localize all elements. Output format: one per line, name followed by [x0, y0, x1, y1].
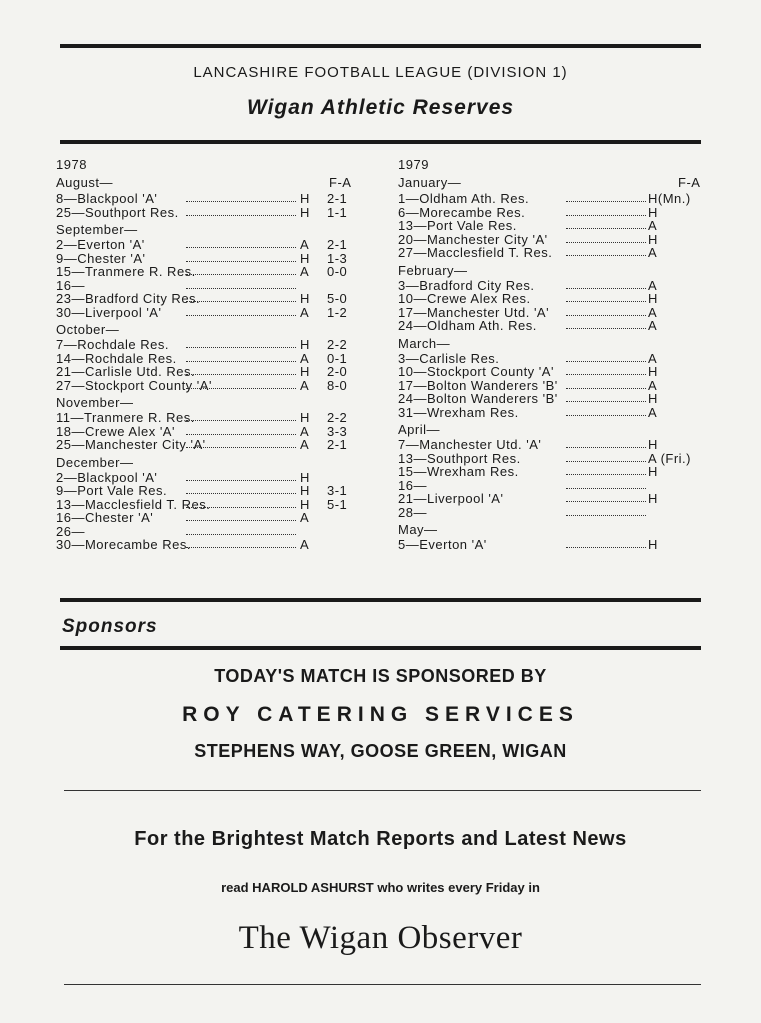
fixture-venue: A: [300, 437, 310, 452]
fixture-description: 30—Liverpool 'A': [56, 304, 162, 320]
fixture-description: 27—Stockport County 'A': [56, 377, 212, 393]
fixture-row: [398, 206, 703, 220]
fixture-row: [398, 219, 703, 233]
fixture-score: 8-0: [327, 377, 348, 393]
dot-leader: [566, 228, 646, 229]
fixture-row: [398, 352, 703, 366]
month-name: May—: [398, 522, 438, 537]
dot-leader: [186, 434, 296, 435]
fixture-row: [398, 246, 703, 260]
sponsors-heading: Sponsors: [62, 616, 158, 637]
fixture-venue: H: [300, 483, 310, 498]
advert-byline: read HAROLD ASHURST who writes every Friday in: [221, 880, 540, 895]
fixture-venue: H(Mn.): [648, 191, 691, 206]
fixture-description: 24—Bolton Wanderers 'B': [398, 391, 558, 406]
fixtures-1978-column: [56, 155, 366, 552]
fa-column-heading: F-A: [329, 175, 352, 190]
dot-leader: [566, 361, 646, 362]
sponsor-name: ROY CATERING SERVICES: [182, 703, 579, 726]
fixture-venue: H: [300, 291, 310, 306]
fixture-row: [56, 265, 366, 279]
month-heading: [56, 322, 366, 338]
fixture-description: 21—Liverpool 'A': [398, 491, 504, 506]
fixture-row: [398, 392, 703, 406]
dot-leader: [186, 447, 296, 448]
month-name: January—: [398, 175, 462, 190]
fixture-venue: H: [648, 537, 658, 552]
fixture-venue: A: [648, 218, 658, 233]
fixture-description: 2—Blackpool 'A': [56, 469, 158, 485]
fixtures-1979-column: [398, 155, 703, 552]
fixture-row: [398, 319, 703, 333]
fixture-venue: H: [300, 410, 310, 425]
dot-leader: [566, 388, 646, 389]
dot-leader: [186, 301, 296, 302]
dot-leader: [566, 328, 646, 329]
dot-leader: [186, 288, 296, 289]
fixture-description: 26—: [56, 523, 85, 539]
top-rule: [60, 44, 701, 48]
fixture-description: 14—Rochdale Res.: [56, 350, 177, 366]
advert-headline: For the Brightest Match Reports and Latest News: [134, 828, 627, 850]
fixture-row: [56, 252, 366, 266]
fixture-venue: H: [648, 231, 658, 247]
fixture-row: [398, 233, 703, 247]
header-rule: [60, 140, 701, 144]
dot-leader: [566, 201, 646, 202]
dot-leader: [566, 415, 646, 416]
dot-leader: [186, 480, 296, 481]
dot-leader: [186, 374, 296, 375]
fixture-score: 2-1: [327, 191, 348, 206]
fixture-description: 25—Manchester City 'A': [56, 437, 206, 452]
year-label: 1978: [56, 157, 87, 172]
fixture-venue: H: [300, 250, 310, 266]
fixture-row: [56, 538, 366, 552]
fixture-venue: A: [648, 350, 658, 366]
fixture-row: [398, 365, 703, 379]
dot-leader: [186, 201, 296, 202]
fixture-row: [398, 506, 703, 520]
dot-leader: [566, 215, 646, 216]
fixture-description: 31—Wrexham Res.: [398, 404, 519, 420]
fixture-description: 9—Port Vale Res.: [56, 483, 168, 498]
fixture-description: 15—Tranmere R. Res.: [56, 264, 196, 279]
fixture-description: 6—Morecambe Res.: [398, 204, 526, 220]
fixture-description: 10—Crewe Alex Res.: [398, 291, 531, 306]
month-heading: [398, 263, 703, 279]
dot-leader: [186, 261, 296, 262]
month-name: February—: [398, 262, 468, 278]
fixture-description: 3—Bradford City Res.: [398, 277, 535, 293]
fa-column-heading: F-A: [678, 175, 701, 190]
dot-leader: [566, 255, 646, 256]
fixture-description: 28—: [398, 504, 427, 520]
fixture-venue: H: [300, 204, 310, 220]
fixture-venue: A: [300, 510, 310, 525]
fixture-description: 25—Southport Res.: [56, 204, 179, 220]
fixture-row: [398, 279, 703, 293]
fixture-row: [398, 465, 703, 479]
fixture-description: 1—Oldham Ath. Res.: [398, 191, 530, 206]
dot-leader: [186, 507, 296, 508]
fixture-venue: H: [300, 364, 310, 379]
month-heading: [398, 174, 703, 192]
fixture-row: [398, 538, 703, 552]
dot-leader: [566, 301, 646, 302]
fixture-venue: H: [648, 291, 658, 306]
fixture-row: [398, 479, 703, 493]
month-name: March—: [398, 335, 451, 351]
sponsor-divider: [64, 790, 701, 791]
fixture-description: 7—Rochdale Res.: [56, 337, 169, 352]
month-heading: [398, 522, 703, 538]
fixture-venue: A: [648, 318, 658, 333]
month-name: September—: [56, 222, 138, 237]
dot-leader: [186, 534, 296, 535]
dot-leader: [186, 547, 296, 548]
dot-leader: [566, 447, 646, 448]
fixture-venue: H: [648, 364, 658, 379]
fixture-score: 0-0: [327, 264, 348, 279]
fixture-row: [56, 498, 366, 512]
sponsors-rule: [60, 646, 701, 650]
fixture-description: 2—Everton 'A': [56, 237, 145, 252]
fixture-row: [56, 306, 366, 320]
fixture-row: [56, 365, 366, 379]
fixture-venue: H: [648, 391, 658, 406]
fixture-description: 16—Chester 'A': [56, 510, 154, 525]
fixture-score: 0-1: [327, 350, 348, 366]
fixture-description: 9—Chester 'A': [56, 250, 146, 266]
fixture-score: 3-3: [327, 423, 348, 439]
fixtures-bottom-rule: [60, 598, 701, 602]
dot-leader: [186, 274, 296, 275]
fixture-venue: A: [300, 304, 310, 320]
dot-leader: [566, 474, 646, 475]
fixture-score: 5-1: [327, 496, 348, 512]
fixture-description: 13—Southport Res.: [398, 450, 521, 466]
fixture-row: [56, 379, 366, 393]
year-label: 1979: [398, 157, 429, 172]
fixture-description: 23—Bradford City Res.: [56, 291, 201, 306]
fixture-row: [56, 206, 366, 220]
dot-leader: [186, 361, 296, 362]
fixture-score: 2-2: [327, 410, 348, 425]
fixture-description: 10—Stockport County 'A': [398, 364, 554, 379]
dot-leader: [566, 515, 646, 516]
fixture-venue: H: [300, 496, 310, 512]
fixture-venue: H: [300, 191, 310, 206]
fixture-venue: H: [648, 437, 658, 452]
fixture-score: 1-2: [327, 304, 348, 320]
fixture-venue: A: [648, 304, 658, 320]
month-name: December—: [56, 454, 134, 470]
fixture-description: 16—: [56, 277, 85, 293]
fixture-venue: A: [648, 404, 658, 420]
fixture-venue: H: [648, 491, 658, 506]
dot-leader: [186, 420, 296, 421]
fixture-description: 21—Carlisle Utd. Res.: [56, 364, 196, 379]
fixture-venue: A: [300, 264, 310, 279]
fixture-row: [56, 525, 366, 539]
fixture-description: 15—Wrexham Res.: [398, 464, 519, 479]
fixture-description: 5—Everton 'A': [398, 537, 487, 552]
dot-leader: [566, 488, 646, 489]
dot-leader: [566, 315, 646, 316]
fixture-row: [398, 492, 703, 506]
sponsor-address: STEPHENS WAY, GOOSE GREEN, WIGAN: [194, 741, 567, 761]
fixture-venue: H: [648, 204, 658, 220]
dot-leader: [186, 247, 296, 248]
fixture-row: [398, 379, 703, 393]
fixture-venue: H: [300, 337, 310, 352]
fixture-venue: A: [300, 377, 310, 393]
fixture-description: 16—: [398, 477, 427, 493]
dot-leader: [186, 215, 296, 216]
fixture-row: [56, 471, 366, 485]
fixture-description: 3—Carlisle Res.: [398, 350, 500, 366]
fixture-description: 20—Manchester City 'A': [398, 231, 548, 247]
newspaper-title: The Wigan Observer: [238, 920, 523, 956]
month-heading: [56, 222, 366, 238]
fixture-description: 7—Manchester Utd. 'A': [398, 437, 542, 452]
fixture-venue: A: [648, 245, 658, 260]
month-heading: [398, 422, 703, 438]
fixture-venue: A: [648, 277, 658, 293]
month-name: November—: [56, 395, 134, 410]
fixture-description: 17—Manchester Utd. 'A': [398, 304, 550, 320]
sponsor-intro: TODAY'S MATCH IS SPONSORED BY: [214, 666, 547, 686]
month-heading: [398, 336, 703, 352]
fixture-score: 2-0: [327, 364, 348, 379]
fixture-row: [398, 452, 703, 466]
fixture-description: 17—Bolton Wanderers 'B': [398, 377, 558, 393]
dot-leader: [566, 547, 646, 548]
dot-leader: [566, 374, 646, 375]
dot-leader: [566, 461, 646, 462]
fixture-row: [56, 338, 366, 352]
fixture-row: [56, 438, 366, 452]
fixture-description: 13—Macclesfield T. Res.: [56, 496, 211, 512]
fixture-row: [56, 238, 366, 252]
fixture-score: 5-0: [327, 291, 348, 306]
dot-leader: [566, 401, 646, 402]
fixture-description: 13—Port Vale Res.: [398, 218, 517, 233]
dot-leader: [566, 288, 646, 289]
fixture-venue: H: [648, 464, 658, 479]
fixture-score: 2-1: [327, 437, 348, 452]
fixture-venue: A: [648, 377, 658, 393]
fixture-row: [398, 292, 703, 306]
fixture-row: [56, 292, 366, 306]
fixture-row: [56, 279, 366, 293]
dot-leader: [186, 388, 296, 389]
fixture-row: [398, 306, 703, 320]
fixture-venue: H: [300, 469, 310, 485]
fixture-venue: A: [300, 237, 310, 252]
fixture-row: [398, 406, 703, 420]
fixture-row: [56, 192, 366, 206]
month-heading: [56, 395, 366, 411]
fixture-description: 30—Morecambe Res.: [56, 537, 191, 552]
fixture-score: 2-2: [327, 337, 348, 352]
month-heading: [56, 174, 366, 192]
fixture-venue: A: [300, 423, 310, 439]
fixture-score: 1-1: [327, 204, 348, 220]
fixture-venue: A: [300, 537, 310, 552]
fixture-row: [56, 511, 366, 525]
dot-leader: [186, 520, 296, 521]
dot-leader: [566, 501, 646, 502]
dot-leader: [186, 347, 296, 348]
fixture-description: 24—Oldham Ath. Res.: [398, 318, 537, 333]
fixture-score: 1-3: [327, 250, 348, 266]
fixture-description: 8—Blackpool 'A': [56, 191, 158, 206]
fixture-row: [56, 484, 366, 498]
fixture-venue: A: [300, 350, 310, 366]
fixture-score: 2-1: [327, 237, 348, 252]
month-name: October—: [56, 322, 120, 337]
bottom-divider: [64, 984, 701, 985]
month-name: August—: [56, 175, 113, 190]
fixture-score: 3-1: [327, 483, 348, 498]
fixture-description: 11—Tranmere R. Res.: [56, 410, 195, 425]
league-title: LANCASHIRE FOOTBALL LEAGUE (DIVISION 1): [193, 64, 568, 81]
team-title: Wigan Athletic Reserves: [246, 96, 515, 119]
month-heading: [56, 455, 366, 471]
dot-leader: [186, 493, 296, 494]
fixture-row: [398, 192, 703, 206]
fixture-row: [398, 438, 703, 452]
fixture-description: 27—Macclesfield T. Res.: [398, 245, 553, 260]
fixture-row: [56, 411, 366, 425]
fixture-row: [56, 425, 366, 439]
fixture-venue: A (Fri.): [648, 450, 691, 466]
dot-leader: [566, 242, 646, 243]
dot-leader: [186, 315, 296, 316]
month-name: April—: [398, 422, 441, 437]
fixture-description: 18—Crewe Alex 'A': [56, 423, 175, 439]
fixture-row: [56, 352, 366, 366]
